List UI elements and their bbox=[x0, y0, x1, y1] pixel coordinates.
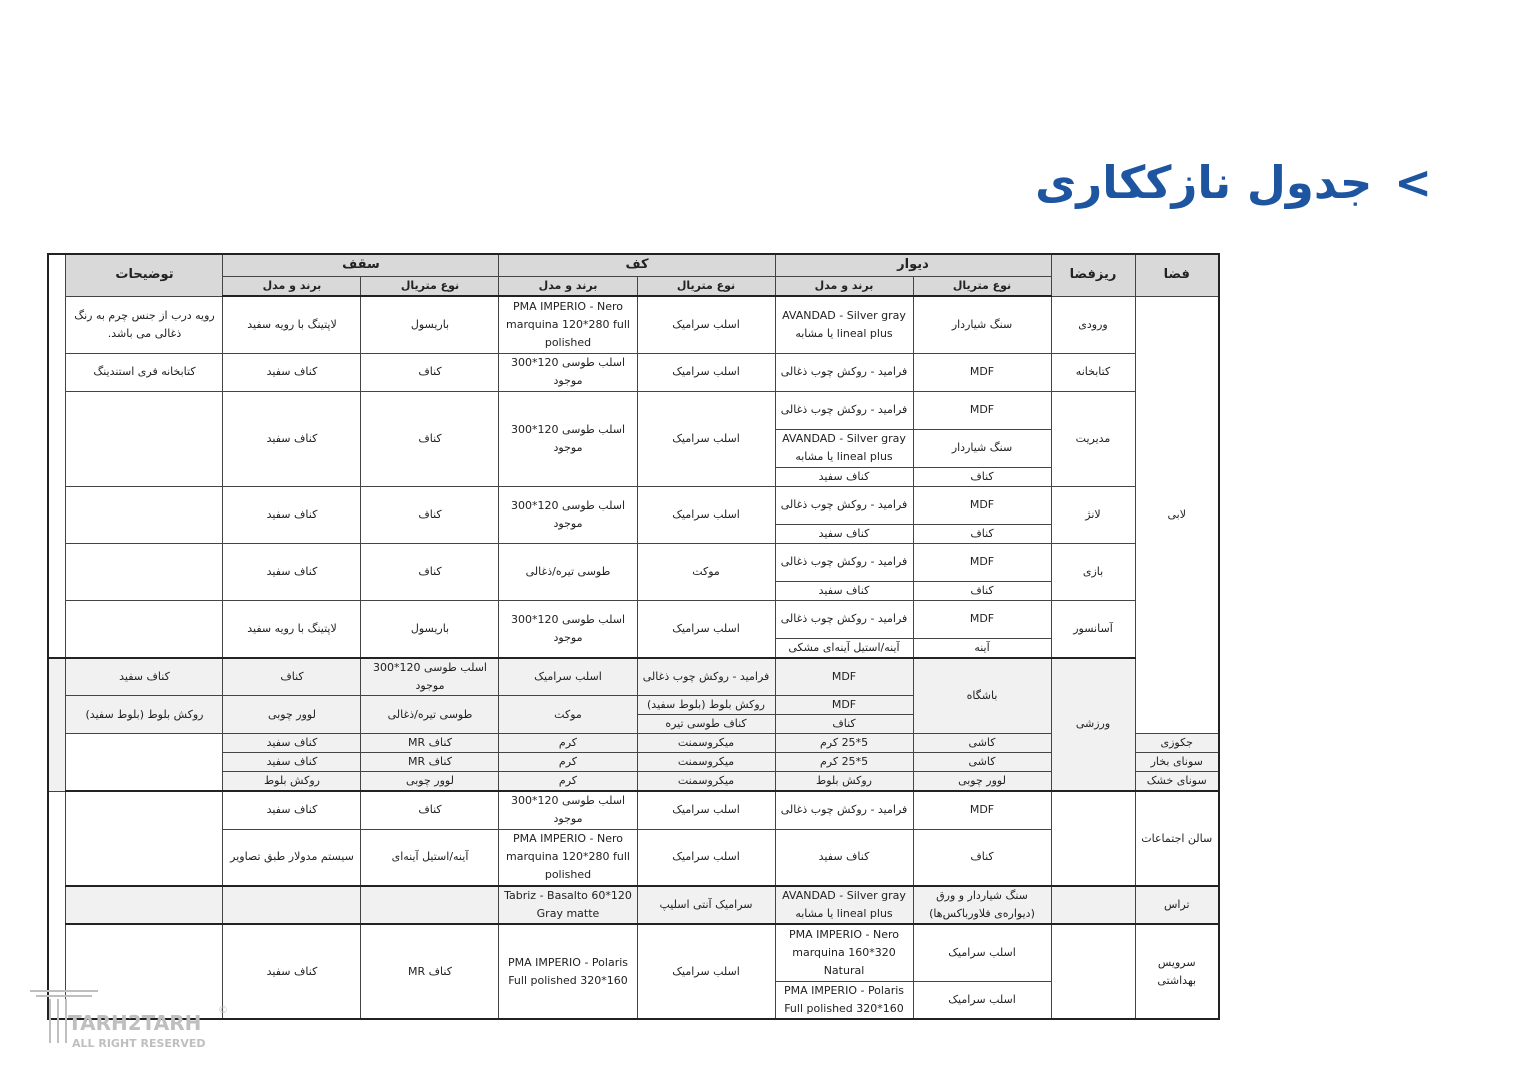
table-cell: کناف سفید bbox=[223, 753, 361, 772]
table-cell: لوور چوبی bbox=[913, 772, 1051, 792]
table-cell: فرامید - روکش چوب ذغالی bbox=[775, 486, 913, 524]
table-row bbox=[48, 391, 1219, 429]
logo-name: TARH2TARH bbox=[68, 1011, 202, 1035]
table-cell: کناف سفید bbox=[223, 734, 361, 753]
table-cell: سنگ شیاردار bbox=[913, 429, 1051, 467]
table-cell: آینه bbox=[913, 638, 1051, 658]
header-wall: دیوار bbox=[775, 254, 1051, 276]
header-space: فضا bbox=[1135, 254, 1219, 296]
table-row bbox=[48, 296, 1219, 353]
header-wall-type: نوع متریال bbox=[913, 276, 1051, 296]
table-cell: اسلب سرامیک bbox=[637, 829, 775, 886]
space-cell: ورزشی bbox=[1051, 658, 1135, 792]
table-cell: کناف bbox=[361, 543, 499, 600]
table-cell: AVANDAD - Silver gray lineal plus یا مشابه bbox=[775, 296, 913, 353]
table-cell: اسلب طوسی 120*300 موجود bbox=[361, 658, 499, 696]
header-ceiling-brand: برند و مدل bbox=[223, 276, 361, 296]
table-cell: موکت bbox=[637, 543, 775, 600]
table-cell: لوور چوبی bbox=[361, 772, 499, 792]
table-cell: PMA IMPERIO - Nero marquina 120*280 full polished bbox=[499, 829, 637, 886]
table-cell: کناف سفید bbox=[223, 391, 361, 486]
table-cell: باریسول bbox=[361, 600, 499, 658]
table-cell bbox=[66, 600, 223, 658]
table-cell: اسلب سرامیک bbox=[637, 924, 775, 1019]
table-row bbox=[48, 543, 1219, 581]
subspace-cell: سونای خشک bbox=[1135, 772, 1219, 792]
table-cell: MDF bbox=[913, 600, 1051, 638]
table-row bbox=[48, 772, 1219, 792]
table-row bbox=[48, 753, 1219, 772]
subspace-cell: سونای بخار bbox=[1135, 753, 1219, 772]
table-cell: کناف MR bbox=[361, 924, 499, 1019]
space-cell: سرویس بهداشتی bbox=[1135, 924, 1219, 1019]
table-row bbox=[48, 791, 1219, 829]
table-cell: لاپتینگ با رویه سفید bbox=[223, 296, 361, 353]
table-cell bbox=[48, 658, 66, 792]
table-cell bbox=[361, 886, 499, 924]
table-cell: کناف طوسی تیره bbox=[637, 715, 775, 734]
table-cell: فرامید - روکش چوب ذغالی bbox=[775, 391, 913, 429]
table-cell: اسلب طوسی 120*300 موجود bbox=[499, 791, 637, 829]
table-cell: روکش بلوط bbox=[775, 772, 913, 792]
subspace-cell: کتابخانه bbox=[1051, 353, 1135, 391]
table-cell: باریسول bbox=[361, 296, 499, 353]
page-title bbox=[1035, 148, 1432, 218]
table-cell: 5*25 کرم bbox=[775, 734, 913, 753]
table-cell: سنگ شیاردار bbox=[913, 296, 1051, 353]
table-cell: PMA IMPERIO - Polaris Full polished 320*160 bbox=[499, 924, 637, 1019]
subspace-cell: آسانسور bbox=[1051, 600, 1135, 658]
title-text: جدول نازککاری bbox=[1035, 156, 1373, 209]
table-cell: روکش بلوط bbox=[223, 772, 361, 792]
table-cell: کناف bbox=[361, 791, 499, 829]
table-row bbox=[48, 924, 1219, 981]
table-cell: اسلب طوسی 120*300 موجود bbox=[499, 353, 637, 391]
table-cell: کناف bbox=[361, 391, 499, 486]
table-cell bbox=[66, 391, 223, 486]
header-ceiling-type: نوع متریال bbox=[361, 276, 499, 296]
finishing-table-container bbox=[47, 253, 1220, 1020]
table-cell: طوسی تیره/ذغالی bbox=[361, 696, 499, 734]
table-cell: کناف سفید bbox=[775, 524, 913, 543]
table-cell: سیستم مدولار طبق تصاویر bbox=[223, 829, 361, 886]
table-cell: اسلب طوسی 120*300 موجود bbox=[499, 600, 637, 658]
table-cell: کناف MR bbox=[361, 734, 499, 753]
finishing-table bbox=[47, 253, 1220, 1020]
space-cell: سالن اجتماعات bbox=[1135, 791, 1219, 886]
table-cell bbox=[223, 886, 361, 924]
table-cell: AVANDAD - Silver gray lineal plus یا مشابه bbox=[775, 429, 913, 467]
table-cell: میکروسمنت bbox=[637, 772, 775, 792]
space-cell: لابی bbox=[1135, 296, 1219, 734]
table-cell bbox=[66, 886, 223, 924]
subspace-cell: جکوزی bbox=[1135, 734, 1219, 753]
table-cell: موکت bbox=[499, 696, 637, 734]
table-cell: فرامید - روکش چوب ذغالی bbox=[775, 543, 913, 581]
table-cell: Tabriz - Basalto 60*120 Gray matte bbox=[499, 886, 637, 924]
table-row bbox=[48, 886, 1219, 924]
subspace-cell: بازی bbox=[1051, 543, 1135, 600]
table-cell: کناف سفید bbox=[223, 353, 361, 391]
table-cell: کرم bbox=[499, 772, 637, 792]
table-row bbox=[48, 658, 1219, 696]
table-cell: کناف سفید bbox=[775, 581, 913, 600]
header-floor: کف bbox=[499, 254, 775, 276]
table-cell: 5*25 کرم bbox=[775, 753, 913, 772]
table-cell: اسلب سرامیک bbox=[499, 658, 637, 696]
table-row bbox=[48, 486, 1219, 524]
table-cell: MDF bbox=[913, 391, 1051, 429]
table-cell: آینه/استیل آینه‌ای مشکی bbox=[775, 638, 913, 658]
table-cell: میکروسمنت bbox=[637, 734, 775, 753]
header-ceiling: سقف bbox=[223, 254, 499, 276]
table-cell: کناف سفید bbox=[223, 791, 361, 829]
table-cell: MDF bbox=[913, 791, 1051, 829]
table-cell bbox=[66, 791, 223, 886]
table-row bbox=[48, 600, 1219, 638]
table-cell bbox=[66, 486, 223, 543]
table-cell: فرامید - روکش چوب ذغالی bbox=[775, 600, 913, 638]
subspace-cell: مدیریت bbox=[1051, 391, 1135, 486]
table-cell: لوور چوبی bbox=[223, 696, 361, 734]
header-wall-brand: برند و مدل bbox=[775, 276, 913, 296]
table-cell: اسلب سرامیک bbox=[637, 791, 775, 829]
table-cell: کناف سفید bbox=[223, 486, 361, 543]
table-cell: کناف سفید bbox=[66, 658, 223, 696]
table-cell: کناف سفید bbox=[775, 467, 913, 486]
table-cell: کناف bbox=[361, 486, 499, 543]
table-cell: کناف سفید bbox=[223, 924, 361, 1019]
table-cell: MDF bbox=[913, 543, 1051, 581]
table-row bbox=[48, 353, 1219, 391]
subspace-cell: لانژ bbox=[1051, 486, 1135, 543]
table-cell: روکش بلوط (بلوط سفید) bbox=[66, 696, 223, 734]
logo-tagline: ALL RIGHT RESERVED bbox=[72, 1037, 206, 1050]
table-cell: کناف سفید bbox=[223, 543, 361, 600]
watermark-logo bbox=[28, 985, 233, 1053]
table-cell: آینه/استیل آینه‌ای bbox=[361, 829, 499, 886]
table-cell: کاشی bbox=[913, 734, 1051, 753]
table-cell: اسلب طوسی 120*300 موجود bbox=[499, 486, 637, 543]
header-floor-brand: برند و مدل bbox=[499, 276, 637, 296]
header-floor-type: نوع متریال bbox=[637, 276, 775, 296]
header-subspace: ریزفضا bbox=[1051, 254, 1135, 296]
table-cell: کناف bbox=[775, 715, 913, 734]
table-cell: PMA IMPERIO - Nero marquina 160*320 Natural bbox=[775, 924, 913, 981]
table-cell: اسلب سرامیک bbox=[637, 391, 775, 486]
table-cell: کناف bbox=[913, 581, 1051, 600]
table-cell: اسلب سرامیک bbox=[637, 296, 775, 353]
table-cell: MDF bbox=[775, 696, 913, 715]
table-cell: اسلب سرامیک bbox=[637, 353, 775, 391]
table-cell: طوسی تیره/ذغالی bbox=[499, 543, 637, 600]
table-cell: کناف bbox=[223, 658, 361, 696]
logo-mark: © bbox=[218, 1005, 228, 1016]
table-cell: فرامید - روکش چوب ذغالی bbox=[637, 658, 775, 696]
table-cell: کناف MR bbox=[361, 753, 499, 772]
table-cell: فرامید - روکش چوب ذغالی bbox=[775, 791, 913, 829]
table-row bbox=[48, 829, 1219, 886]
table-cell: کتابخانه فری استندینگ bbox=[66, 353, 223, 391]
table-cell: سنگ شیاردار و ورق (دیواره‌ی فلاورباکس‌ها) bbox=[913, 886, 1051, 924]
table-cell: اسلب طوسی 120*300 موجود bbox=[499, 391, 637, 486]
table-cell: کناف سفید bbox=[775, 829, 913, 886]
subspace-cell bbox=[1051, 924, 1135, 1019]
subspace-cell bbox=[1051, 886, 1135, 924]
table-cell: میکروسمنت bbox=[637, 753, 775, 772]
table-row bbox=[48, 734, 1219, 753]
space-cell: تراس bbox=[1135, 886, 1219, 924]
header-notes: توضیحات bbox=[66, 254, 223, 296]
table-cell: اسلب سرامیک bbox=[913, 981, 1051, 1019]
table-cell: AVANDAD - Silver gray lineal plus یا مشابه bbox=[775, 886, 913, 924]
table-cell: PMA IMPERIO - Nero marquina 120*280 full polished bbox=[499, 296, 637, 353]
table-cell: کناف bbox=[913, 467, 1051, 486]
table-cell: کناف bbox=[913, 524, 1051, 543]
table-cell: کرم bbox=[499, 753, 637, 772]
table-cell: اسلب سرامیک bbox=[637, 600, 775, 658]
table-cell: کرم bbox=[499, 734, 637, 753]
table-cell: PMA IMPERIO - Polaris Full polished 320*160 bbox=[775, 981, 913, 1019]
table-cell: کناف bbox=[361, 353, 499, 391]
table-cell: اسلب سرامیک bbox=[913, 924, 1051, 981]
title-arrow: > bbox=[1394, 156, 1432, 209]
table-cell: روکش بلوط (بلوط سفید) bbox=[637, 696, 775, 715]
table-cell: MDF bbox=[913, 486, 1051, 524]
table-cell: رویه درب از جنس چرم به رنگ ذغالی می باشد. bbox=[66, 296, 223, 353]
table-cell: MDF bbox=[775, 658, 913, 696]
subspace-cell: ورودی bbox=[1051, 296, 1135, 353]
table-cell: لاپتینگ با رویه سفید bbox=[223, 600, 361, 658]
table-cell bbox=[66, 543, 223, 600]
table-cell: MDF bbox=[913, 353, 1051, 391]
table-cell: اسلب سرامیک bbox=[637, 486, 775, 543]
table-cell: سرامیک آنتی اسلیپ bbox=[637, 886, 775, 924]
table-cell: فرامید - روکش چوب ذغالی bbox=[775, 353, 913, 391]
table-cell: کاشی bbox=[913, 753, 1051, 772]
subspace-cell bbox=[1051, 791, 1135, 886]
table-cell: کناف bbox=[913, 829, 1051, 886]
subspace-cell: باشگاه bbox=[913, 658, 1051, 734]
